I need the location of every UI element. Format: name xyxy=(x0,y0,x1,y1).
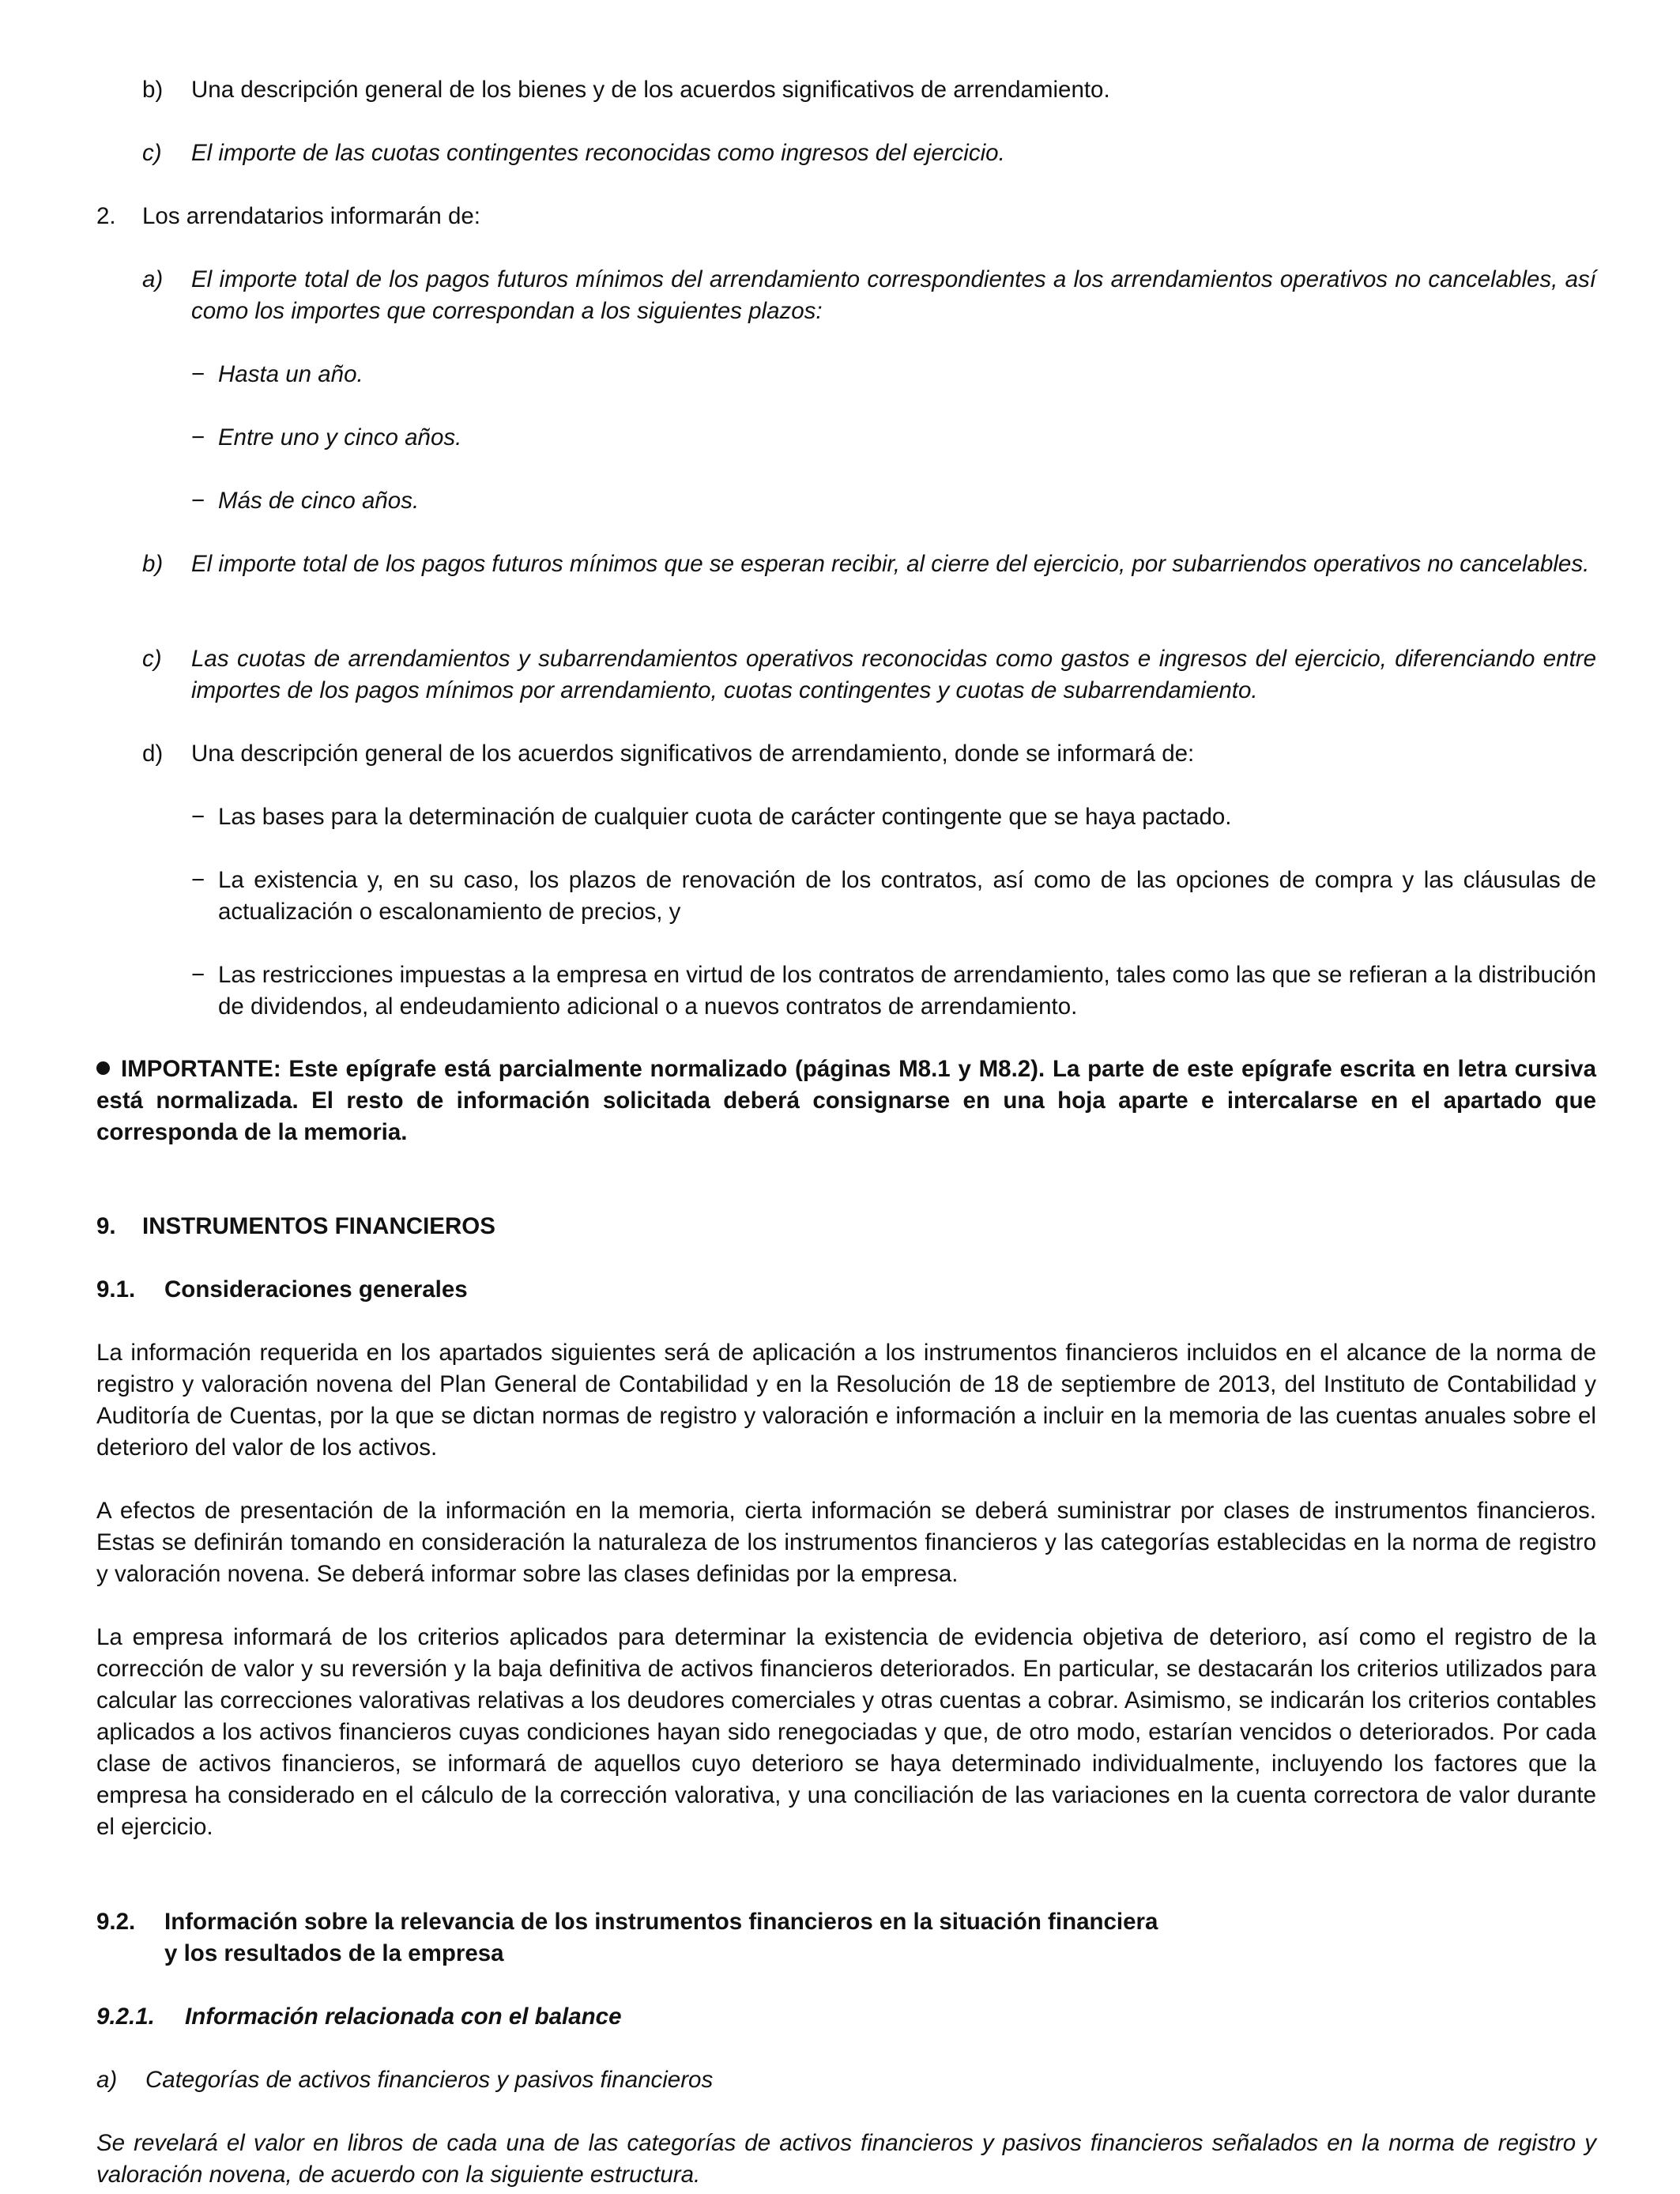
important-note xyxy=(96,1054,1596,1148)
dash-bullet: − xyxy=(191,424,205,450)
term-item-3: Más de cinco años. xyxy=(218,488,420,514)
dash-bullet: − xyxy=(191,867,205,893)
item-2b-text: El importe total de los pagos futuros mínimos que se esperan recibir, al cierre del ejercicio, por subarriendos operativos no cancelables. xyxy=(191,551,1590,577)
section-9-2-1-title: Información relacionada con el balance xyxy=(185,2004,622,2030)
item-2d-marker: d) xyxy=(142,741,164,767)
item-2a-marker: a) xyxy=(142,266,164,292)
term-item-1: Hasta un año. xyxy=(218,361,363,387)
item-2-number: 2. xyxy=(96,203,116,229)
section-9-2-number: 9.2. xyxy=(96,1909,136,1935)
item-2c-text: Las cuotas de arrendamientos y subarrendamientos operativos reconocidas como gastos e ingresos del ejercicio, diferenciando entre importes de los pagos mínimos por arrendamiento, cuotas contingentes y cuotas de subarrendamiento. xyxy=(191,646,1596,703)
section-9-2-1-number: 9.2.1. xyxy=(96,2004,155,2030)
paragraph-9-1-2: A efectos de presentación de la información en la memoria, cierta información se deberá suministrar por clases de instrumentos financieros. Estas se definirán tomando en consideración la naturaleza de los instrumentos financieros y las categorías establecidas en la norma de registro y valoración novena. Se deberá informar sobre las clases definidas por la empresa. xyxy=(96,1498,1596,1587)
paragraph-9-1-3: La empresa informará de los criterios aplicados para determinar la existencia de evidencia objetiva de deterioro, así como el registro de la corrección de valor y su reversión y la baja definitiva de activos financieros deteriorados. En particular, se destacarán los criterios utilizados para calcular las correcciones valorativas relativas a los deudores comerciales y otras cuentas a cobrar. Asimismo, se indicarán los criterios contables aplicados a los activos financieros cuyas condiciones hayan sido renegociadas y que, de otro modo, estarían vencidos o deteriorados. Por cada clase de activos financieros, se informará de aquellos cuyo deterioro se haya determinado individualmente, incluyendo los factores que la empresa ha considerado en el cálculo de la corrección valorativa, y una conciliación de las variaciones en la cuenta correctora de valor durante el ejercicio. xyxy=(96,1624,1596,1840)
dash-bullet: − xyxy=(191,804,205,830)
paragraph-9-1-1: La información requerida en los apartados siguientes será de aplicación a los instrumentos financieros incluidos en el alcance de la norma de registro y valoración novena del Plan General de Contabilidad y en la Resolución de 18 de septiembre de 2013, del Instituto de Contabilidad y Auditoría de Cuentas, por la que se dictan normas de registro y valoración e información a incluir en la memoria de las cuentas anuales sobre el deterioro del valor de los activos. xyxy=(96,1340,1596,1461)
bullet-dot-icon xyxy=(96,1061,110,1075)
section-9-title: INSTRUMENTOS FINANCIEROS xyxy=(142,1213,495,1239)
subsection-a-marker: a) xyxy=(96,2067,118,2093)
dash-bullet: − xyxy=(191,488,205,514)
item-2c-marker: c) xyxy=(142,646,162,672)
dash-bullet: − xyxy=(191,361,205,387)
term-item-2: Entre uno y cinco años. xyxy=(218,424,462,450)
agreement-item-2: La existencia y, en su caso, los plazos de renovación de los contratos, así como de las opciones de compra y las cláusulas de actualización o escalonamiento de precios, y xyxy=(218,867,1596,925)
paragraph-9-2-1: Se revelará el valor en libros de cada una de las categorías de activos financieros y pasivos financieros señalados en la norma de registro y valoración novena, de acuerdo con la siguiente estructura. xyxy=(96,2130,1596,2188)
list-item-c-text: El importe de las cuotas contingentes reconocidas como ingresos del ejercicio. xyxy=(191,140,1005,166)
subsection-a-title: Categorías de activos financieros y pasivos financieros xyxy=(145,2067,714,2093)
item-2a-text: El importe total de los pagos futuros mínimos del arrendamiento correspondientes a los arrendamientos operativos no cancelables, así como los importes que correspondan a los siguientes plazos: xyxy=(191,266,1596,324)
section-9-2-title-line2: y los resultados de la empresa xyxy=(164,1940,504,1966)
important-note-text: IMPORTANTE: Este epígrafe está parcialmente normalizado (páginas M8.1 y M8.2). La parte de este epígrafe escrita en letra cursiva está normalizada. El resto de información solicitada deberá consignarse en una hoja aparte e intercalarse en el apartado que corresponda de la memoria. xyxy=(96,1056,1596,1145)
list-item-b-text: Una descripción general de los bienes y de los acuerdos significativos de arrendamiento. xyxy=(191,77,1110,103)
section-9-number: 9. xyxy=(96,1213,116,1239)
section-9-1-number: 9.1. xyxy=(96,1276,136,1302)
dash-bullet: − xyxy=(191,962,205,988)
section-9-2-title-line1: Información sobre la relevancia de los instrumentos financieros en la situación financiera xyxy=(164,1909,1158,1935)
item-2-text: Los arrendatarios informarán de: xyxy=(142,203,480,229)
list-marker-c: c) xyxy=(142,140,162,166)
item-2d-text: Una descripción general de los acuerdos significativos de arrendamiento, donde se informará de: xyxy=(191,741,1195,767)
agreement-item-3: Las restricciones impuestas a la empresa en virtud de los contratos de arrendamiento, tales como las que se refieran a la distribución de dividendos, al endeudamiento adicional o a nuevos contratos de arrendamiento. xyxy=(218,962,1596,1020)
list-marker-b: b) xyxy=(142,77,164,103)
agreement-item-1: Las bases para la determinación de cualquier cuota de carácter contingente que se haya pactado. xyxy=(218,804,1232,830)
item-2b-marker: b) xyxy=(142,551,164,577)
section-9-1-title: Consideraciones generales xyxy=(164,1276,468,1302)
